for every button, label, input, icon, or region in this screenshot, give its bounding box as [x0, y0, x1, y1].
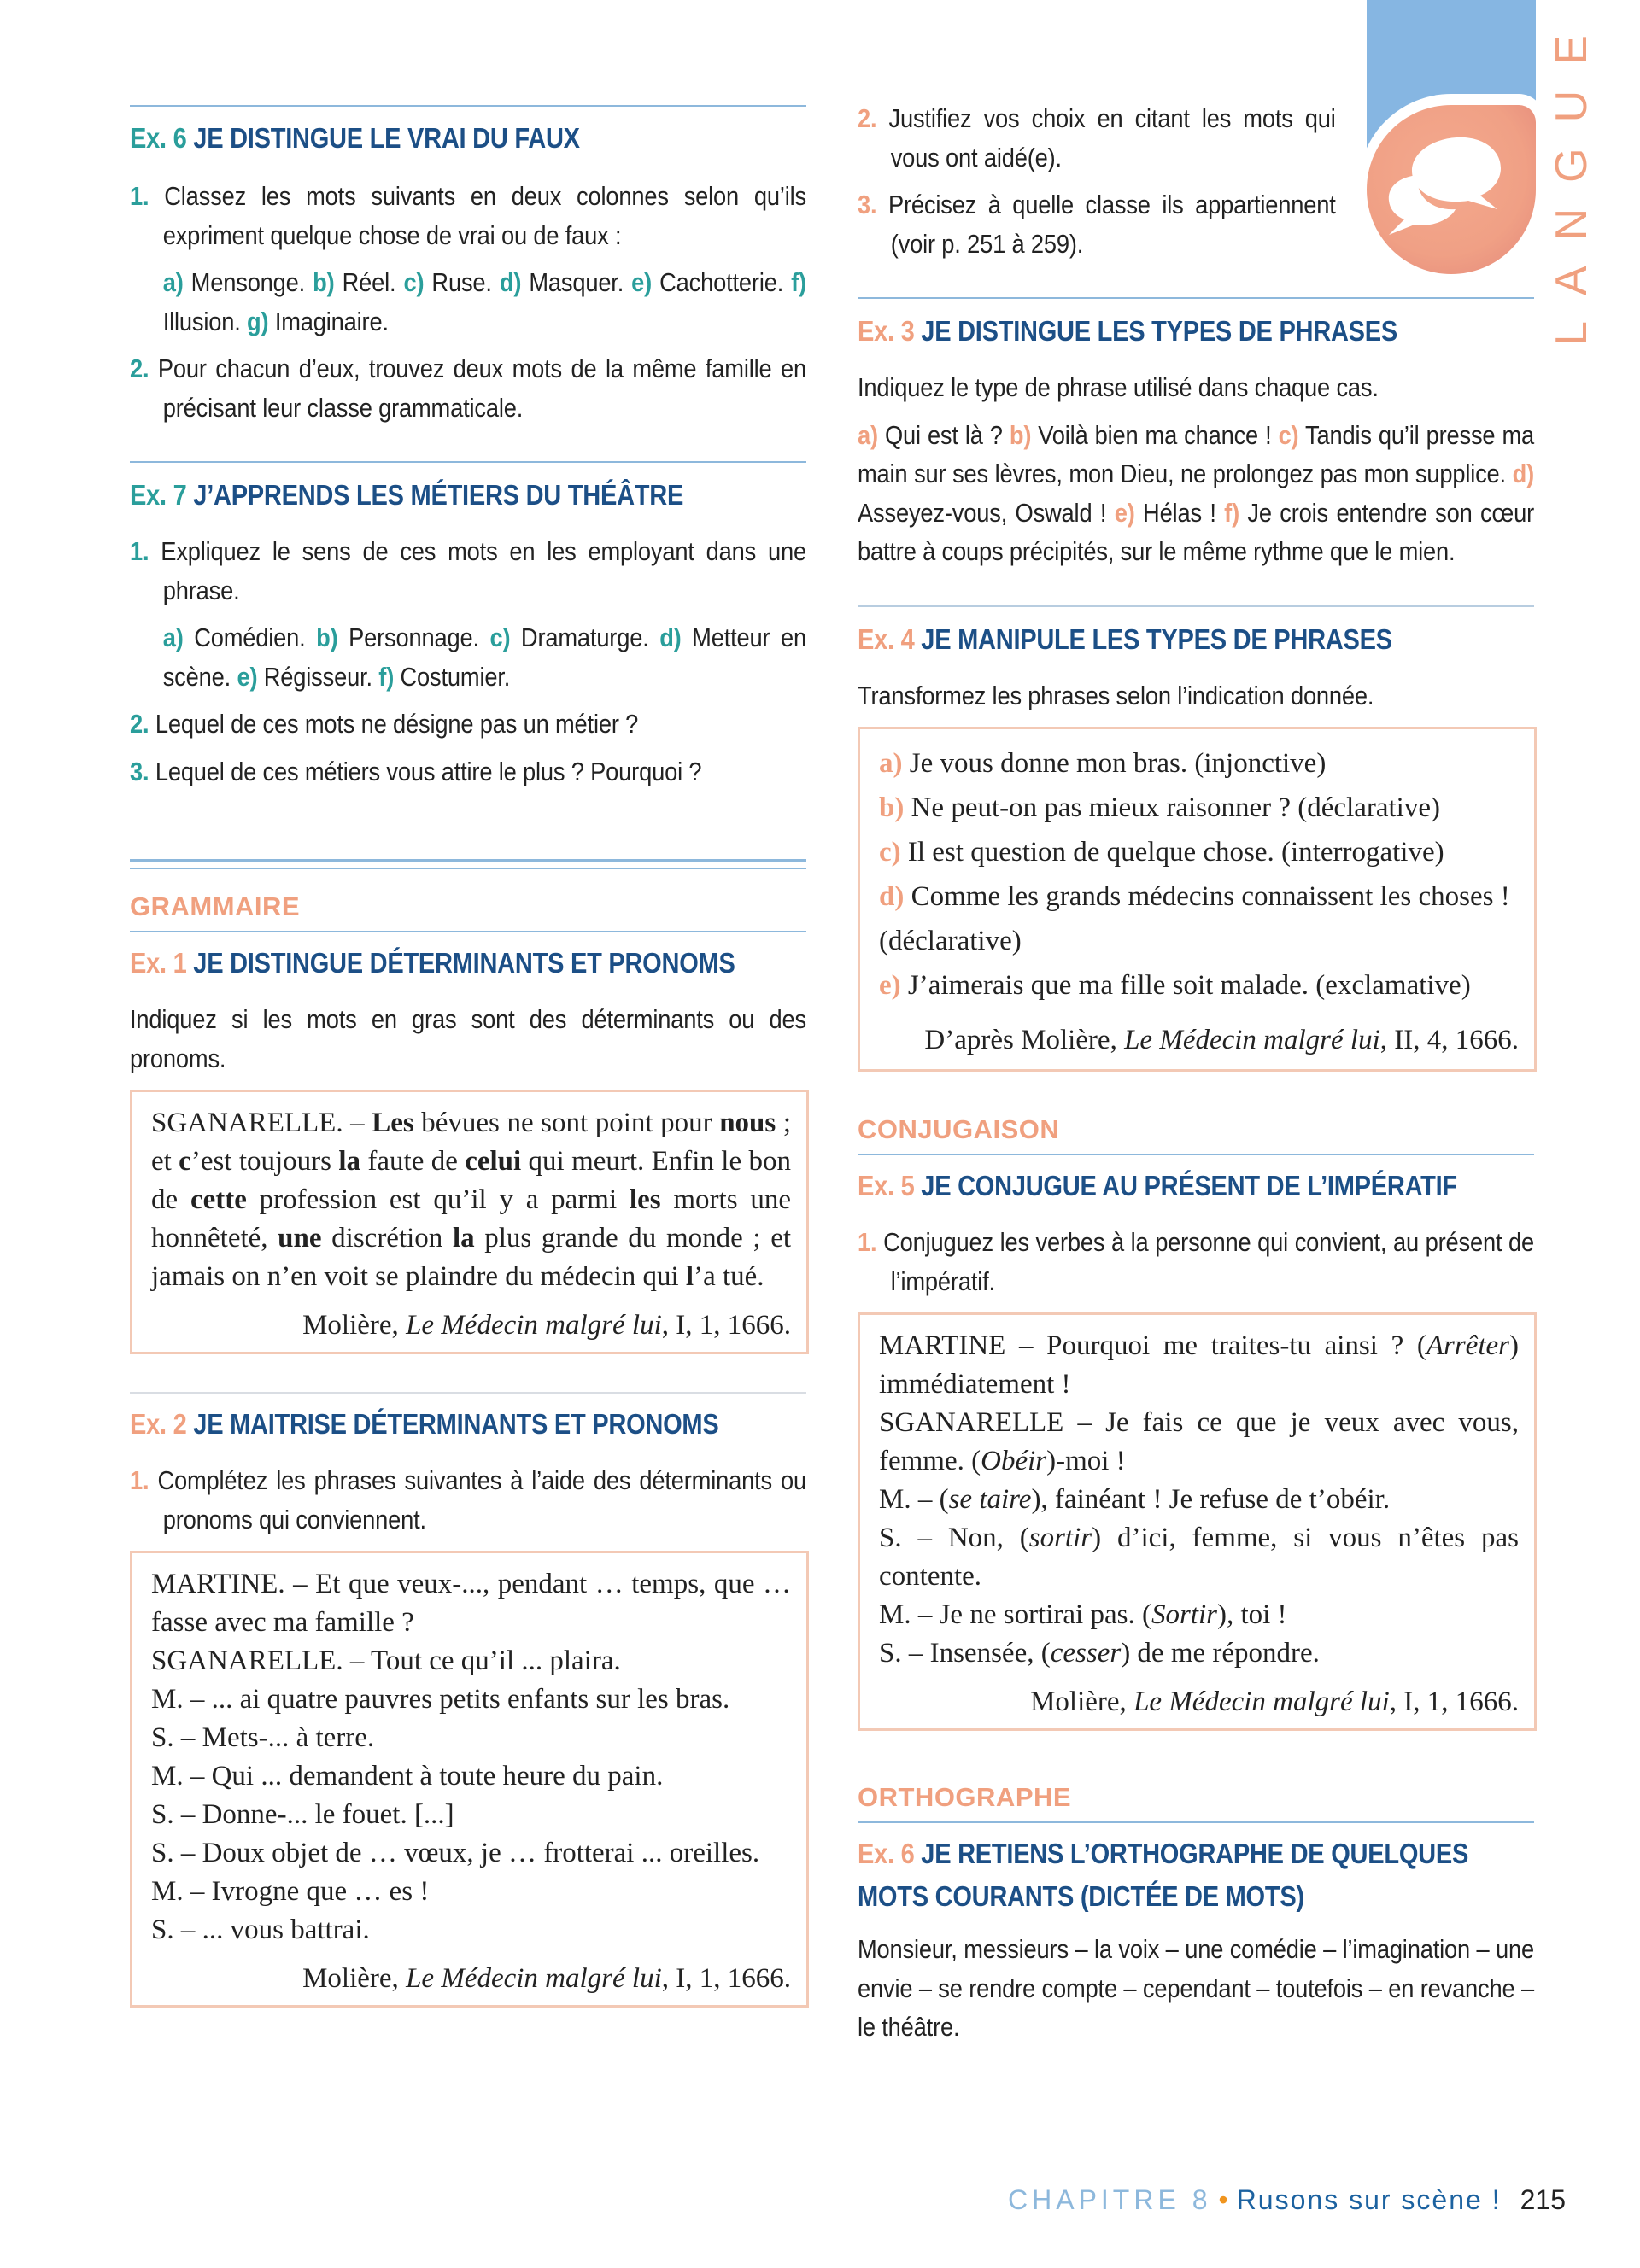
- text: Pour chacun d’eux, trouvez deux mots de la même famille en précisant leur classe grammaticale.: [157, 354, 806, 423]
- item-letter: b): [879, 792, 905, 823]
- text-excerpt-box: [858, 1312, 1537, 1731]
- exercise-heading: JE DISTINGUE LES TYPES DE PHRASES: [921, 315, 1398, 347]
- text: MARTINE. – Et que veux-..., pendant … temps, que … fasse avec ma famille ?: [151, 1569, 791, 1638]
- bold-word: Les: [372, 1108, 414, 1138]
- item-letter: f): [378, 661, 395, 692]
- exercise-heading: JE MAITRISE DÉTERMINANTS ET PRONOMS: [193, 1408, 719, 1440]
- bold-word: la: [452, 1223, 475, 1254]
- text: J’aimerais que ma fille soit malade. (exclamative): [900, 970, 1471, 1001]
- exercise-title: [858, 310, 1534, 353]
- text: MARTINE – Pourquoi me traites-tu ainsi ? (: [879, 1330, 1426, 1361]
- italic-text: Le Médecin malgré lui: [406, 1310, 662, 1341]
- excerpt-line: [151, 1911, 791, 1949]
- text: Metteur en scène.: [162, 623, 806, 692]
- text: ’est toujours: [190, 1146, 339, 1177]
- divider: [130, 461, 806, 463]
- text: plus grande du monde ; et jamais on n’en voit se plaindre du médecin qui: [151, 1223, 792, 1292]
- text: Justifiez vos choix en citant les mots qui vous ont aidé(e).: [888, 103, 1336, 172]
- item-letter: f): [1224, 497, 1239, 528]
- item-letter: e): [237, 661, 258, 692]
- bold-word: une: [278, 1223, 322, 1254]
- exercise-3-grammar: [858, 310, 1534, 571]
- text: Comme les grands médecins connaissent les choses ! (déclarative): [879, 881, 1510, 956]
- bold-word: les: [629, 1184, 661, 1215]
- item-letter: a): [162, 623, 184, 652]
- text: M. – Ivrogne que … es !: [151, 1876, 430, 1907]
- exercise-1-grammar: [130, 942, 806, 1354]
- excerpt-line: [879, 1519, 1519, 1596]
- item-letter: c): [1278, 419, 1299, 450]
- item-number: 1.: [130, 181, 149, 211]
- double-divider-top: [130, 859, 806, 862]
- divider: [130, 105, 806, 107]
- text: Expliquez le sens de ces mots en les employant dans une phrase.: [161, 536, 807, 605]
- exercise-number: Ex. 5: [858, 1170, 915, 1201]
- text-excerpt-box: [130, 1090, 809, 1354]
- italic-text: Le Médecin malgré lui: [406, 1963, 662, 1994]
- chapter-title: Rusons sur scène !: [1236, 2184, 1502, 2215]
- text: ; et: [151, 1108, 791, 1177]
- text: faute de: [360, 1146, 466, 1177]
- italic-text: Sortir: [1151, 1599, 1217, 1630]
- text: Ruse.: [424, 267, 500, 297]
- text: )-moi !: [1046, 1446, 1126, 1476]
- text: Réel.: [334, 267, 404, 297]
- item-letter: b): [1009, 419, 1032, 450]
- exercise-7-vocab: [130, 474, 806, 791]
- italic-text: cesser: [1050, 1638, 1122, 1669]
- text: SGANARELLE. – Tout ce qu’il ... plaira.: [151, 1645, 621, 1676]
- source-citation: [151, 1960, 791, 1998]
- text: M. – ... ai quatre pauvres petits enfants sur les bras.: [151, 1684, 730, 1715]
- text: profession est qu’il y a parmi: [246, 1184, 630, 1215]
- excerpt-line: [879, 786, 1519, 830]
- text: morts une honnêteté,: [151, 1184, 791, 1254]
- text: Tandis qu’il presse ma main sur ses lèvres, mon Dieu, ne prolongez pas mon supplice.: [858, 419, 1535, 488]
- text: bévues ne sont point pour: [413, 1108, 720, 1138]
- item-letter: e): [879, 970, 901, 1001]
- text: qui meurt. Enfin le bon de: [151, 1146, 791, 1215]
- text: M. – Qui ... demandent à toute heure du pain.: [151, 1761, 664, 1792]
- page-footer: [1008, 2184, 1566, 2216]
- category-conjugaison: CONJUGAISON: [858, 1114, 1060, 1144]
- exercise-body: [858, 676, 1534, 716]
- paragraph: [858, 1930, 1534, 2047]
- item-letter: b): [313, 267, 335, 297]
- item-number: 1.: [858, 1227, 877, 1257]
- text: Personnage.: [337, 623, 490, 652]
- item-letter: d): [879, 881, 905, 912]
- text: Conjuguez les verbes à la personne qui convient, au présent de l’impératif.: [883, 1227, 1534, 1296]
- exercise-body: [858, 99, 1336, 263]
- exercise-body: [858, 368, 1534, 571]
- excerpt-line: [151, 1834, 791, 1873]
- excerpt-line: [151, 1642, 791, 1681]
- text: Comédien.: [183, 623, 317, 652]
- exercise-body: [130, 1000, 806, 1078]
- exercise-title: [130, 117, 806, 160]
- exercise-title: [858, 1165, 1534, 1207]
- text: ) de me répondre.: [1121, 1638, 1320, 1669]
- exercise-2-grammar: [130, 1403, 806, 2008]
- exercise-6-vocab: [130, 117, 806, 427]
- double-divider-bottom: [130, 868, 806, 869]
- excerpt-line: [151, 1565, 791, 1642]
- item-number: 1.: [130, 1465, 149, 1495]
- text: Cachotterie.: [652, 267, 792, 297]
- item-number: 3.: [130, 756, 149, 786]
- text: ), fainéant ! Je refuse de t’obéir.: [1031, 1484, 1391, 1515]
- item-letter: d): [1512, 459, 1534, 488]
- numbered-item: [130, 532, 806, 610]
- exercise-body: [130, 1461, 806, 1539]
- item-letter: c): [489, 623, 511, 652]
- numbered-item: [130, 704, 806, 744]
- numbered-item: [130, 752, 806, 792]
- bullet-icon: •: [1218, 2184, 1230, 2215]
- exercise-6-continued: [858, 99, 1336, 263]
- word-list: [130, 618, 806, 696]
- category-grammaire: GRAMMAIRE: [130, 891, 301, 921]
- numbered-item: [130, 177, 806, 254]
- text: S. – Doux objet de … vœux, je … frotterai ... oreilles.: [151, 1838, 760, 1868]
- exercise-number: Ex. 7: [130, 479, 187, 511]
- text: Mensonge.: [183, 267, 313, 297]
- text: Hélas !: [1134, 497, 1225, 528]
- item-letter: g): [247, 306, 269, 336]
- text: , II, 4, 1666.: [1379, 1025, 1519, 1055]
- text: Précisez à quelle classe ils appartiennent (voir p. 251 à 259).: [887, 190, 1336, 259]
- bold-word: cette: [190, 1184, 247, 1215]
- item-letter: a): [858, 419, 878, 450]
- text: Classez les mots suivants en deux colonnes selon qu’ils expriment quelque chose de vrai ou de faux :: [162, 181, 806, 250]
- excerpt-line: [879, 830, 1519, 874]
- text: Il est question de quelque chose. (interrogative): [900, 837, 1444, 868]
- category-orthographe: ORTHOGRAPHE: [858, 1782, 1072, 1812]
- exercise-number: Ex. 3: [858, 315, 915, 347]
- text: ’a tué.: [694, 1261, 764, 1292]
- item-number: 3.: [858, 190, 877, 219]
- chapter-label: CHAPITRE 8: [1008, 2184, 1212, 2215]
- text: S. – Donne-... le fouet. [...]: [151, 1799, 454, 1830]
- text: SGANARELLE – Je fais ce que je veux avec vous, femme. (: [879, 1407, 1519, 1476]
- divider: [130, 1392, 806, 1394]
- text: , I, 1, 1666.: [661, 1310, 791, 1341]
- item-letter: e): [1114, 497, 1135, 528]
- paragraph: [858, 676, 1534, 716]
- excerpt-line: [151, 1681, 791, 1719]
- excerpt-line: [879, 963, 1519, 1008]
- exercise-title: [130, 1403, 806, 1446]
- exercise-heading: J’APPRENDS LES MÉTIERS DU THÉÂTRE: [193, 479, 684, 511]
- text: Lequel de ces mots ne désigne pas un métier ?: [155, 709, 639, 739]
- text: Molière,: [1030, 1686, 1134, 1717]
- excerpt-line: [151, 1796, 791, 1834]
- text: Monsieur, messieurs – la voix – une comédie – l’imagination – une envie – se rendre compte – cependant – toutefois – en revanche – le théâtre.: [858, 1934, 1534, 2042]
- excerpt-line: [879, 1481, 1519, 1519]
- exercise-number: Ex. 6: [858, 1838, 915, 1869]
- exercise-body: [130, 532, 806, 791]
- exercise-number: Ex. 2: [130, 1408, 187, 1440]
- exercise-heading: JE MANIPULE LES TYPES DE PHRASES: [921, 623, 1392, 655]
- exercise-heading: JE CONJUGUE AU PRÉSENT DE L’IMPÉRATIF: [921, 1170, 1457, 1201]
- numbered-item: [130, 349, 806, 427]
- text: Qui est là ?: [877, 419, 1010, 450]
- paragraph: [858, 416, 1534, 571]
- text: , I, 1, 1666.: [1389, 1686, 1519, 1717]
- item-letter: d): [499, 267, 522, 297]
- text: Indiquez le type de phrase utilisé dans chaque cas.: [858, 372, 1379, 402]
- italic-text: Le Médecin malgré lui: [1124, 1025, 1380, 1055]
- excerpt-line: [879, 874, 1519, 963]
- section-side-label: LANGUE: [1547, 9, 1596, 346]
- bold-word: celui: [465, 1146, 522, 1177]
- text: M. – Je ne sortirai pas. (: [879, 1599, 1151, 1630]
- bold-word: la: [338, 1146, 361, 1177]
- divider: [858, 1154, 1534, 1155]
- exercise-title: [130, 474, 806, 517]
- item-letter: a): [162, 267, 184, 297]
- text: Transformez les phrases selon l’indication donnée.: [858, 680, 1374, 710]
- item-number: 2.: [130, 709, 149, 739]
- item-letter: f): [791, 267, 806, 297]
- exercise-body: [130, 177, 806, 427]
- excerpt-line: [879, 1327, 1519, 1404]
- exercise-number: Ex. 1: [130, 947, 187, 979]
- text: Je crois entendre son cœur battre à coups précipités, sur le même rythme que le mien.: [858, 497, 1534, 566]
- exercise-body: [858, 1223, 1534, 1301]
- excerpt-line: [879, 741, 1519, 786]
- numbered-item: [858, 185, 1336, 263]
- text: discrétion: [321, 1223, 453, 1254]
- paragraph: [130, 1000, 806, 1078]
- numbered-item: [130, 1461, 806, 1539]
- text-excerpt-box: [130, 1551, 809, 2008]
- divider: [130, 931, 806, 932]
- text: Complétez les phrases suivantes à l’aide des déterminants ou pronoms qui conviennent.: [157, 1465, 806, 1534]
- text: Je vous donne mon bras. (injonctive): [902, 748, 1327, 779]
- divider: [858, 605, 1534, 607]
- divider: [858, 297, 1534, 299]
- divider: [858, 1821, 1534, 1823]
- bold-word: c: [179, 1146, 191, 1177]
- text: D’après Molière,: [924, 1025, 1125, 1055]
- text: S. – Non, (: [879, 1523, 1029, 1553]
- excerpt-line: [879, 1596, 1519, 1634]
- text: Imaginaire.: [268, 306, 389, 336]
- excerpt-line: [879, 1634, 1519, 1673]
- left-column: [130, 105, 806, 2008]
- exercise-title: [858, 1833, 1534, 1918]
- text: ) immédiatement !: [879, 1330, 1519, 1400]
- italic-text: Obéir: [981, 1446, 1047, 1476]
- italic-text: sortir: [1028, 1523, 1092, 1553]
- italic-text: Le Médecin malgré lui: [1133, 1686, 1390, 1717]
- exercise-heading: JE DISTINGUE LE VRAI DU FAUX: [193, 122, 580, 154]
- text: Ne peut-on pas mieux raisonner ? (déclarative): [904, 792, 1440, 823]
- text: Costumier.: [394, 661, 511, 692]
- italic-text: se taire: [948, 1484, 1032, 1515]
- text: S. – Mets-... à terre.: [151, 1722, 375, 1753]
- text: SGANARELLE. –: [151, 1108, 372, 1138]
- item-letter: c): [879, 837, 901, 868]
- bold-word: l: [685, 1261, 694, 1292]
- exercise-body: [858, 1930, 1534, 2047]
- excerpt-line: [151, 1757, 791, 1796]
- item-number: 2.: [130, 354, 149, 383]
- exercise-title: [858, 618, 1534, 661]
- exercise-number: Ex. 4: [858, 623, 915, 655]
- source-citation: [151, 1306, 791, 1345]
- exercise-heading: JE RETIENS L’ORTHOGRAPHE DE QUELQUES MOTS COURANTS (DICTÉE DE MOTS): [858, 1838, 1469, 1912]
- excerpt-line: [151, 1873, 791, 1911]
- text: Régisseur.: [257, 661, 379, 692]
- exercise-heading: JE DISTINGUE DÉTERMINANTS ET PRONOMS: [193, 947, 735, 979]
- text: Dramaturge.: [510, 623, 660, 652]
- text: , I, 1, 1666.: [661, 1963, 791, 1994]
- exercise-title: [130, 942, 806, 985]
- text: Illusion.: [162, 306, 248, 336]
- text: Molière,: [302, 1963, 407, 1994]
- italic-text: Arrêter: [1426, 1330, 1509, 1361]
- item-letter: b): [316, 623, 338, 652]
- word-list: [130, 263, 806, 341]
- bold-word: nous: [719, 1108, 776, 1138]
- paragraph: [858, 368, 1534, 407]
- text: ) d’ici, femme, si vous n’êtes pas contente.: [879, 1523, 1519, 1592]
- exercise-6-spelling: [858, 1833, 1534, 2047]
- page-number: 215: [1520, 2184, 1566, 2215]
- text: Lequel de ces métiers vous attire le plus ? Pourquoi ?: [155, 756, 702, 786]
- text: Masquer.: [521, 267, 632, 297]
- text: ), toi !: [1216, 1599, 1287, 1630]
- source-citation: [879, 1018, 1519, 1062]
- excerpt-line: [151, 1719, 791, 1757]
- text: Asseyez-vous, Oswald !: [858, 497, 1115, 528]
- item-letter: e): [631, 267, 653, 297]
- text: Indiquez si les mots en gras sont des déterminants ou des pronoms.: [130, 1004, 806, 1073]
- item-number: 1.: [130, 536, 149, 566]
- source-citation: [879, 1683, 1519, 1721]
- numbered-item: [858, 99, 1336, 177]
- excerpt-line: [151, 1104, 791, 1296]
- item-letter: d): [659, 623, 682, 652]
- exercise-5-conjugation: [858, 1165, 1534, 1731]
- item-letter: a): [879, 748, 903, 779]
- text: Molière,: [302, 1310, 407, 1341]
- excerpt-line: [879, 1404, 1519, 1481]
- item-number: 2.: [858, 103, 877, 133]
- exercise-4-grammar: [858, 618, 1534, 1073]
- text: M. – (: [879, 1484, 949, 1515]
- item-letter: c): [403, 267, 425, 297]
- right-column: [858, 99, 1534, 2047]
- text: S. – ... vous battrai.: [151, 1914, 370, 1945]
- text: S. – Insensée, (: [879, 1638, 1051, 1669]
- exercise-number: Ex. 6: [130, 122, 187, 154]
- sentence-list-box: [858, 727, 1537, 1072]
- text: Voilà bien ma chance !: [1031, 419, 1279, 450]
- numbered-item: [858, 1223, 1534, 1301]
